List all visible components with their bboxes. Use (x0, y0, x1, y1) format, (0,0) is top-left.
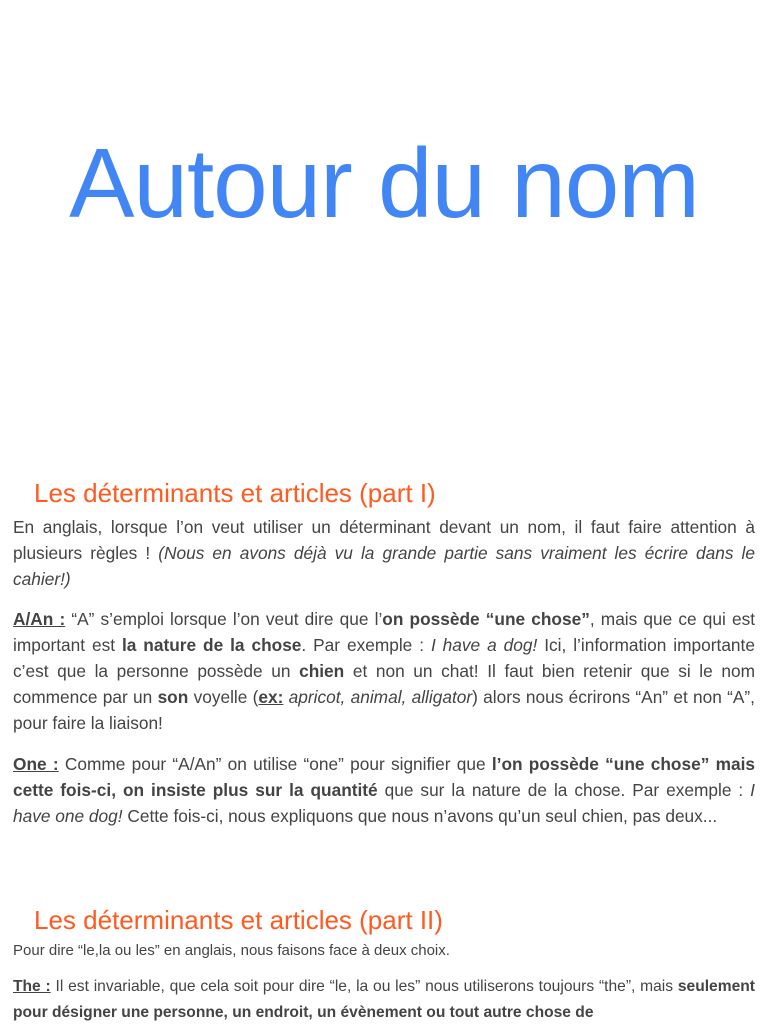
one-text: Comme pour “A/An” on utilise “one” pour signifier que (58, 754, 492, 774)
one-label: One : (13, 754, 59, 774)
a-an-bold: la nature de la chose (121, 635, 302, 655)
a-an-text: Ici, l’information importante c’est que la personne possède un (13, 635, 755, 681)
section-heading-part-2: Les déterminants et articles (part II) (34, 905, 443, 935)
intro-paragraph-2 (13, 941, 755, 961)
intro-text: En anglais, lorsque l’on veut utiliser un déterminant devant un nom, il faut faire attention à plusieurs règles ! (13, 517, 755, 563)
ex-words: apricot, animal, alligator (283, 687, 473, 707)
page-title: Autour du nom (69, 128, 699, 238)
one-text: Cette fois-ci, nous expliquons que nous n’avons qu’un seul chien, pas deux... (122, 806, 718, 826)
section-heading-part-1: Les déterminants et articles (part I) (34, 478, 436, 508)
a-an-bold: son (157, 687, 189, 707)
a-an-bold: chien (299, 661, 345, 681)
ex-label: ex: (258, 687, 284, 707)
the-label: The : (13, 978, 51, 995)
a-an-text: “A” s’emploi lorsque l’on veut dire que l’ (65, 609, 383, 629)
intro-italic-note: (Nous en avons déjà vu la grande partie sans vraiment les écrire dans le cahier!) (13, 543, 755, 589)
the-paragraph (13, 974, 755, 1026)
intro-paragraph (13, 514, 755, 592)
one-example: I have one dog! (13, 780, 755, 826)
a-an-label: A/An : (13, 609, 66, 629)
a-an-text: et non un chat! Il faut bien retenir que si le nom commence par un (13, 661, 755, 707)
one-text: que sur la nature de la chose. Par exemple : (377, 780, 751, 800)
intro-text-2: Pour dire “le,la ou les” en anglais, nous faisons face à deux choix. (13, 942, 450, 959)
a-an-text: ) alors nous écrirons “An” et non “A”, pour faire la liaison! (13, 687, 755, 733)
one-bold: l’on possède “une chose” mais cette fois-ci, on insiste plus sur la quantité (13, 754, 755, 800)
a-an-example: I have a dog! (430, 635, 538, 655)
the-bold: seulement pour désigner une personne, un endroit, un évènement ou tout autre chose de (13, 978, 755, 1021)
a-an-paragraph (13, 606, 755, 736)
a-an-text: , mais que ce qui est important est (13, 609, 756, 655)
a-an-text: . Par exemple : (301, 635, 431, 655)
the-text: Il est invariable, que cela soit pour dire “le, la ou les” nous utiliserons toujours “the”, mais (50, 978, 678, 995)
a-an-text: voyelle ( (188, 687, 259, 707)
a-an-bold: on possède “une chose” (382, 609, 590, 629)
one-paragraph (13, 751, 755, 829)
